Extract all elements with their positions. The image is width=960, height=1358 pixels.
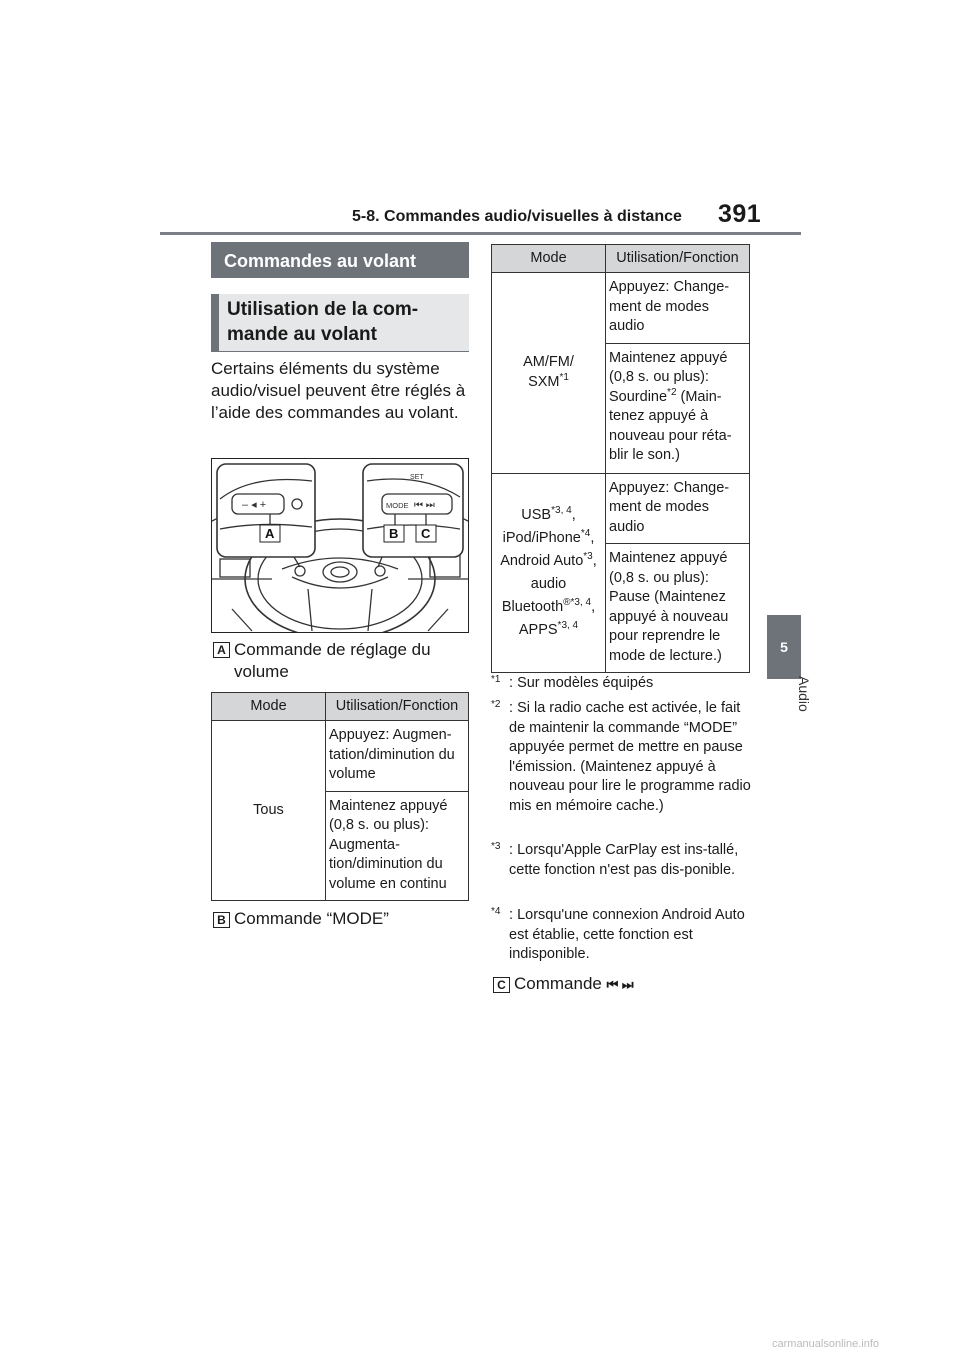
label-a-box: A (213, 642, 230, 658)
mode-text: SXM (528, 373, 560, 390)
mode-text: USB (521, 506, 552, 523)
steering-wheel-illustration (212, 459, 468, 632)
svg-text:– ◂ +: – ◂ + (242, 499, 267, 511)
chapter-tab-label: Audio (796, 676, 812, 712)
watermark: carmanualsonline.info (772, 1338, 880, 1350)
mode-text: , APPS (518, 598, 596, 638)
subsection-heading-line: Utilisation de la com- (227, 299, 419, 320)
volume-function-table (211, 692, 469, 901)
label-a-text: Commande de réglage du (234, 640, 431, 659)
header-rule (160, 232, 801, 235)
mode-text: , audio Bluetooth (501, 552, 597, 615)
mode-cell-radio (492, 273, 606, 474)
footnote-ref: *2 (667, 386, 677, 398)
set-button-label: SET (410, 474, 424, 481)
label-c-box: C (493, 977, 510, 993)
mode-function-table (491, 244, 750, 673)
mode-cell-media: USB$^{*3, 4}$, iPod/iPhone$^{*4}$, Android Auto$^{*3}$, audio Bluetooth$^{®*3, 4}$, APPS$^{*3, 4}$ (492, 473, 606, 673)
running-header: 5-8. Commandes audio/visuelles à distance (352, 208, 682, 225)
svg-text:⏮ ⏭: ⏮ ⏭ (414, 500, 435, 511)
function-cell: Maintenez appuyé (0,8 s. ou plus): Augmenta-tion/diminution du volume en continu (326, 791, 469, 901)
table-header-mode: Mode (492, 245, 606, 273)
label-c-text (514, 973, 634, 996)
footnote-ref: ®*3, 4 (563, 596, 592, 608)
subsection-heading-line: mande au volant (227, 324, 377, 345)
table-header-function: Utilisation/Fonction (606, 245, 750, 273)
mode-cell: Tous (212, 721, 326, 901)
function-cell: Appuyez: Augmen-tation/diminution du volume (326, 721, 469, 792)
footnote: *2 : Si la radio cache est activée, le fait de maintenir la commande “MODE” appuyée permet de mettre en pause l'émission. (Maintenez appuyé à nouveau pour lire le programme radio mis en mémoire cache.) (491, 699, 751, 816)
function-text: (Main-tenez appuyé à nouveau pour réta-blir le son.) (609, 388, 732, 463)
footnote: *1 : Sur modèles équipés (491, 674, 751, 694)
label-a-text-cont: volume (234, 662, 289, 681)
table-header-function: Utilisation/Fonction (326, 693, 469, 721)
footnote-body: Lorsqu'une connexion Android Auto est établie, cette fonction est indisponible. (509, 907, 745, 962)
footnote-ref: *4 (580, 527, 591, 539)
mode-text: Android Auto (500, 552, 584, 569)
footnote-body: Sur modèles équipés (517, 675, 654, 691)
figure-label-c: C (421, 526, 431, 541)
footnote-ref: *3 (583, 550, 593, 562)
steering-wheel-figure (211, 458, 469, 633)
chapter-tab: 5 (767, 615, 801, 679)
label-b-text: Commande “MODE” (234, 909, 389, 928)
subsection-heading (211, 294, 469, 352)
figure-label-b: B (389, 526, 399, 541)
function-cell: Appuyez: Change-ment de modes audio (606, 273, 750, 344)
footnote: *3 : Lorsqu'Apple CarPlay est ins-tallé, cette fonction n'est pas dis-ponible. (491, 841, 751, 880)
footnote-text: : Lorsqu'Apple CarPlay est ins-tallé, cette fonction n'est pas dis-ponible. (509, 842, 739, 878)
footnote-body: Lorsqu'Apple CarPlay est ins-tallé, cette fonction n'est pas dis-ponible. (509, 842, 739, 878)
mode-button-label: MODE (386, 501, 409, 510)
footnote: *4 : Lorsqu'une connexion Android Auto est établie, cette fonction est indisponible. (491, 906, 751, 965)
mode-text: iPod/iPhone (502, 529, 581, 546)
figure-label-a: A (265, 526, 275, 541)
function-cell (606, 343, 750, 473)
footnote-text: : Lorsqu'une connexion Android Auto est établie, cette fonction est indisponible. (509, 907, 745, 962)
table-header-mode: Mode (212, 693, 326, 721)
footnote-text: : Si la radio cache est activée, le fait de maintenir la commande “MODE” appuyée permet de mettre en pause l'émission. (Maintenez appuyé à nouveau pour lire le programme radio mis en mémoire cache.) (509, 700, 751, 814)
footnote-body: Si la radio cache est activée, le fait de maintenir la commande “MODE” appuyée permet de mettre en pause l'émission. (Maintenez appuyé à nouveau pour lire le programme radio mis en mémoire cache.) (509, 700, 751, 814)
intro-paragraph: Certains éléments du système audio/visuel peuvent être réglés à l’aide des commandes au volant. (211, 359, 466, 422)
mode-text: AM/FM/ (523, 354, 574, 371)
skip-track-icon: ⏮ ⏭ (606, 977, 634, 992)
function-cell: Appuyez: Change-ment de modes audio (606, 473, 750, 544)
footnote-ref: *1 (559, 371, 569, 383)
label-c-caption: Commande (514, 974, 602, 993)
function-text: Maintenez appuyé (0,8 s. ou plus): Sourdine (609, 349, 728, 405)
page-number: 391 (718, 200, 762, 228)
function-cell: Maintenez appuyé (0,8 s. ou plus): Pause (Maintenez appuyé à nouveau pour reprendre le mode de lecture.) (606, 544, 750, 673)
footnote-text: : Sur modèles équipés (509, 675, 654, 691)
section-banner: Commandes au volant (211, 242, 469, 278)
footnote-ref: *3, 4 (557, 619, 579, 631)
footnote-ref: *3, 4 (551, 504, 572, 516)
label-b-box: B (213, 912, 230, 928)
